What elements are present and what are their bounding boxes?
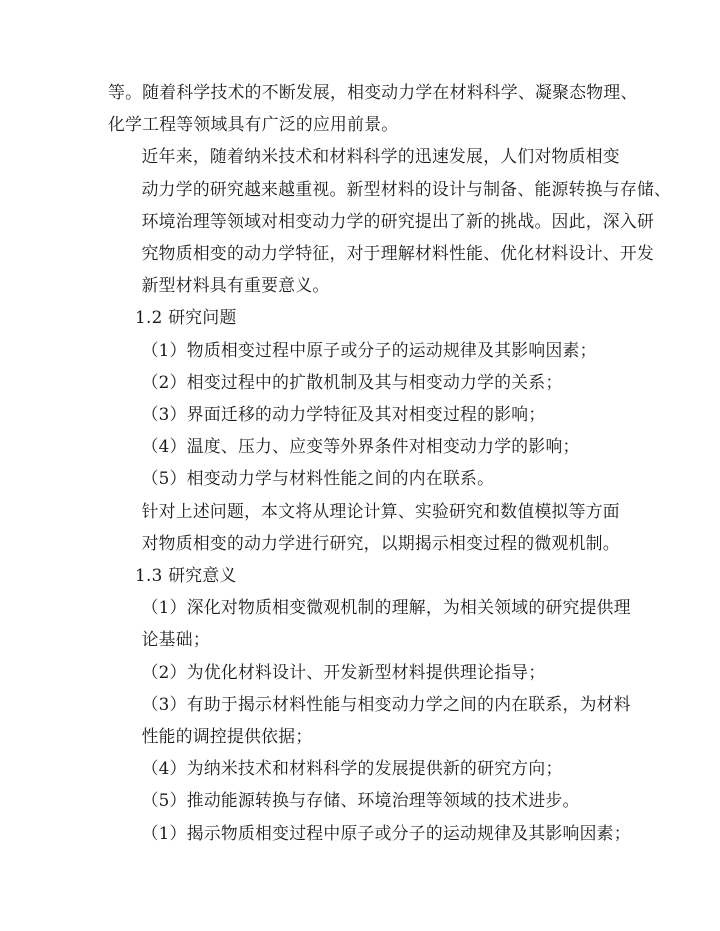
text-line: （1）揭示物质相变过程中原子或分子的运动规律及其影响因素； — [141, 822, 631, 843]
section-heading-research-questions — [108, 301, 611, 333]
text-line: （1）物质相变过程中原子或分子的运动规律及其影响因素； — [141, 339, 597, 360]
list-item — [108, 334, 611, 366]
paragraph-method-summary — [108, 495, 620, 559]
text-line: （3）界面迁移的动力学特征及其对相变过程的影响； — [141, 404, 546, 425]
list-item — [108, 688, 631, 752]
list-item — [108, 784, 611, 816]
text-line: 性能的调控提供依据； — [141, 726, 313, 747]
text-line: 近年来，随着纳米技术和材料科学的迅速发展，人们对物质相变 — [141, 146, 620, 167]
list-item — [108, 462, 611, 494]
list-item — [108, 591, 631, 655]
list-item — [108, 366, 611, 398]
section-heading-research-significance — [108, 559, 611, 591]
text-line: 化学工程等领域具有广泛的应用前景。 — [108, 114, 399, 135]
text-line: 动力学的研究越来越重视。新型材料的设计与制备、能源转换与存储、 — [141, 178, 672, 199]
text-line: （1）深化对物质相变微观机制的理解，为相关领域的研究提供理 — [141, 597, 631, 618]
list-item — [108, 752, 611, 784]
text-line: （2）相变过程中的扩散机制及其与相变动力学的关系； — [141, 371, 563, 392]
text-line: 针对上述问题，本文将从理论计算、实验研究和数值模拟等方面 — [141, 500, 620, 521]
text-line: 对物质相变的动力学进行研究，以期揭示相变过程的微观机制。 — [141, 532, 620, 553]
heading-text: 1.3 研究意义 — [135, 565, 237, 586]
list-item — [108, 817, 631, 849]
page-body — [108, 76, 672, 849]
list-item — [108, 430, 611, 462]
text-line: （4）为纳米技术和材料科学的发展提供新的研究方向； — [141, 758, 563, 779]
list-item — [108, 398, 611, 430]
text-line: （2）为优化材料设计、开发新型材料提供理论指导； — [141, 661, 546, 682]
text-line: 论基础； — [141, 629, 210, 650]
text-line: 等。随着科学技术的不断发展，相变动力学在材料科学、凝聚态物理、 — [108, 82, 638, 102]
list-item — [108, 656, 611, 688]
text-line: 究物质相变的动力学特征，对于理解材料性能、优化材料设计、开发 — [141, 243, 655, 264]
text-line: （5）推动能源转换与存储、环境治理等领域的技术进步。 — [141, 790, 580, 811]
text-line: （3）有助于揭示材料性能与相变动力学之间的内在联系，为材料 — [141, 693, 631, 714]
text-line: （5）相变动力学与材料性能之间的内在联系。 — [141, 468, 495, 489]
paragraph-continuation — [108, 76, 638, 140]
text-line: （4）温度、压力、应变等外界条件对相变动力学的影响； — [141, 436, 580, 457]
text-line: 新型材料具有重要意义。 — [141, 275, 330, 296]
heading-text: 1.2 研究问题 — [135, 307, 237, 328]
text-line: 环境治理等领域对相变动力学的研究提出了新的挑战。因此，深入研 — [141, 210, 655, 231]
paragraph-background — [108, 140, 672, 301]
